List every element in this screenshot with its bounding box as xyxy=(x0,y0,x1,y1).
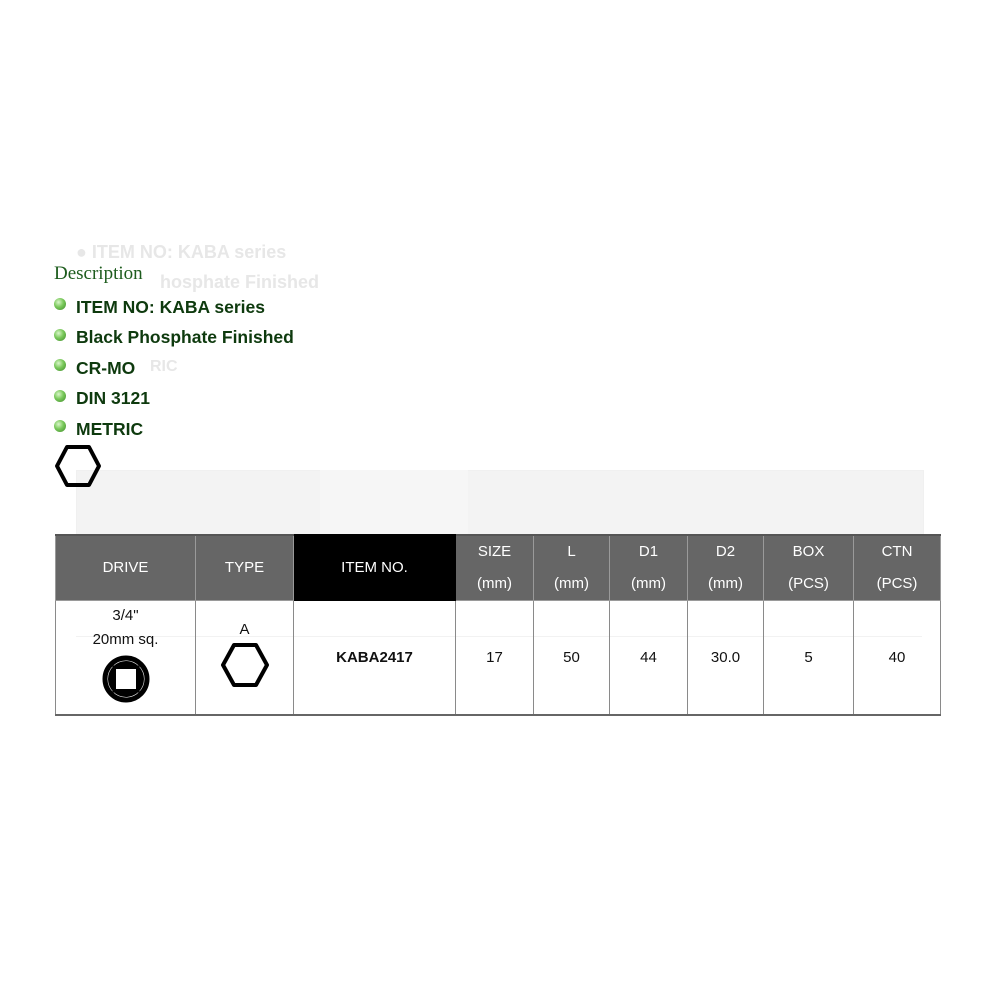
feature-item xyxy=(54,384,294,415)
feature-item xyxy=(54,353,294,384)
header-box: BOX (PCS) xyxy=(764,535,854,601)
description-title: Description xyxy=(54,263,143,284)
ghost-text: hosphate Finished xyxy=(160,272,320,292)
ghost-text: ● ITEM NO: KABA series xyxy=(76,242,287,262)
bullet-icon xyxy=(54,420,66,432)
feature-item xyxy=(54,323,294,354)
header-d1: D1 (mm) xyxy=(610,535,688,601)
type-letter: A xyxy=(239,620,250,638)
feature-label: METRIC xyxy=(76,418,144,439)
bullet-icon xyxy=(54,359,66,371)
header-item-no: ITEM NO. xyxy=(294,535,456,601)
cell-size: 17 xyxy=(456,601,534,716)
header-drive: DRIVE xyxy=(56,535,196,601)
cell-l: 50 xyxy=(534,601,610,716)
feature-list xyxy=(54,292,294,445)
header-l: L (mm) xyxy=(534,535,610,601)
drive-fraction: 3/4" xyxy=(112,606,139,624)
bullet-icon xyxy=(54,329,66,341)
header-type: TYPE xyxy=(196,535,294,601)
cell-d2: 30.0 xyxy=(688,601,764,716)
square-drive-icon xyxy=(102,655,150,703)
bullet-icon xyxy=(54,390,66,402)
cell-drive xyxy=(56,601,196,716)
ghost-item-header xyxy=(320,470,468,536)
drive-square-size: 20mm sq. xyxy=(92,630,159,648)
table-header-row xyxy=(56,535,941,601)
table-row xyxy=(56,601,941,716)
cell-ctn: 40 xyxy=(854,601,941,716)
ghost-text: RIC xyxy=(150,358,178,375)
hexagon-socket-icon xyxy=(220,642,270,688)
feature-item xyxy=(54,292,294,323)
cell-type xyxy=(196,601,294,716)
spec-table xyxy=(55,534,941,716)
feature-label: DIN 3121 xyxy=(76,388,150,409)
feature-label: Black Phosphate Finished xyxy=(76,327,294,348)
feature-label: ITEM NO: KABA series xyxy=(76,296,265,317)
header-ctn: CTN (PCS) xyxy=(854,535,941,601)
header-size: SIZE (mm) xyxy=(456,535,534,601)
header-d2: D2 (mm) xyxy=(688,535,764,601)
cell-box: 5 xyxy=(764,601,854,716)
ghost-table-header xyxy=(76,470,924,538)
feature-label: CR-MO xyxy=(76,357,136,378)
hexagon-outline-icon xyxy=(54,444,102,488)
feature-item xyxy=(54,414,294,445)
cell-item-no: KABA2417 xyxy=(294,601,456,716)
cell-d1: 44 xyxy=(610,601,688,716)
bullet-icon xyxy=(54,298,66,310)
